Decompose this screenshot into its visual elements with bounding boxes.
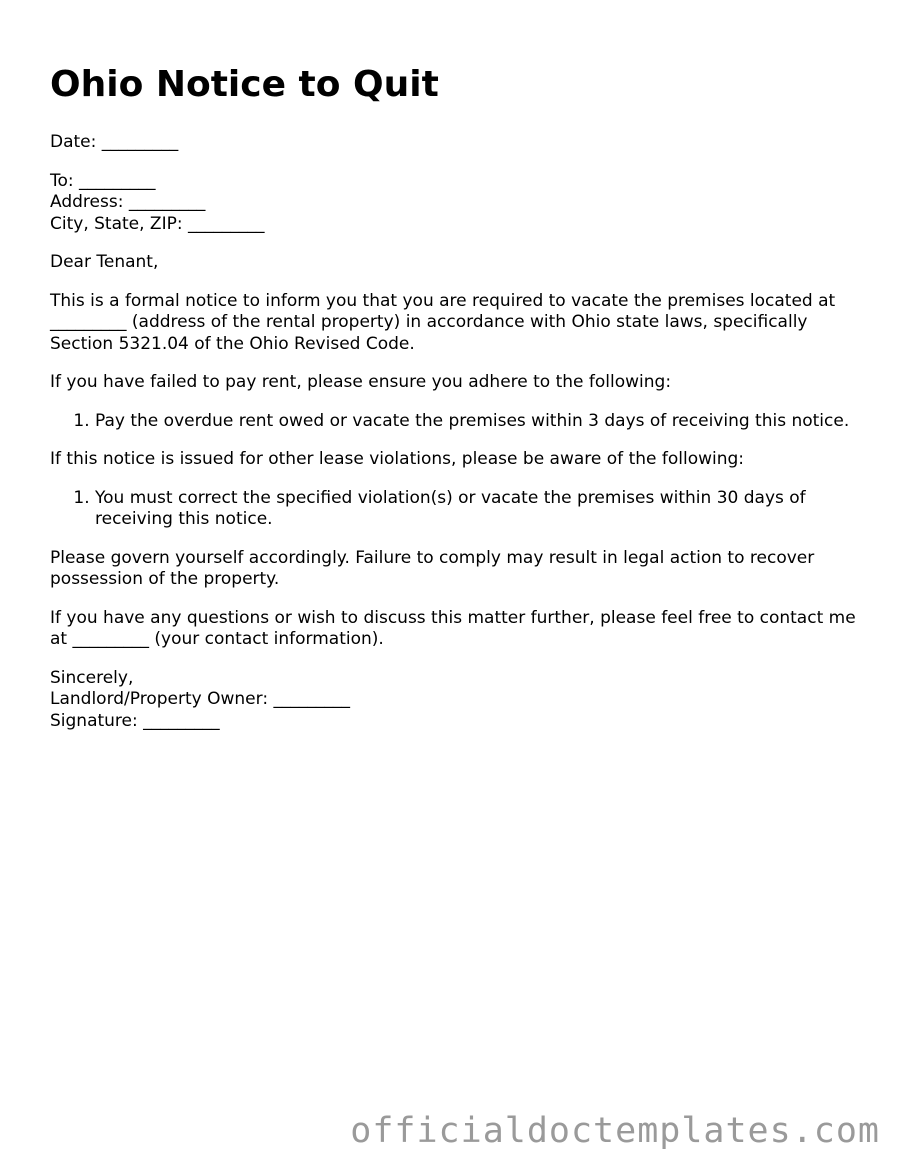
watermark-text: officialdoctemplates.com: [350, 1111, 880, 1151]
violation-list: [50, 488, 870, 531]
violation-list-item: 1. You must correct the specified violation(s) or vacate the premises within 30 days of receiving this notice.: [95, 488, 870, 531]
rent-heading: If you have failed to pay rent, please ensure you adhere to the following:: [50, 372, 672, 392]
contact-paragraph: If you have any questions or wish to discuss this matter further, please feel free to contact me at _________ (your contact information).: [50, 607, 856, 649]
closing-signature: Signature: _________: [50, 710, 220, 731]
warning-paragraph: Please govern yourself accordingly. Failure to comply may result in legal action to recover possession of the property.: [50, 547, 815, 589]
intro-paragraph: This is a formal notice to inform you that you are required to vacate the premises located at _________ (address of the rental property) in accordance with Ohio state laws, specifically Section 5321.04 of the Ohio Revised Code.: [50, 290, 836, 354]
recipient-address: Address: _________: [50, 192, 206, 212]
salutation: Dear Tenant,: [50, 252, 159, 272]
closing-sincerely: Sincerely,: [50, 667, 134, 688]
rent-list-item: 1. Pay the overdue rent owed or vacate the premises within 3 days of receiving this notice.: [95, 411, 870, 433]
violation-heading: If this notice is issued for other lease violations, please be aware of the following:: [50, 449, 745, 469]
closing-block: [50, 668, 870, 733]
document-page: [50, 62, 870, 749]
closing-owner: Landlord/Property Owner: _________: [50, 689, 350, 709]
date-line: Date: _________: [50, 132, 179, 152]
recipient-block: [50, 171, 870, 236]
recipient-to: To: _________: [50, 170, 156, 191]
recipient-city-state-zip: City, State, ZIP: _________: [50, 213, 265, 234]
rent-list: [50, 411, 870, 433]
document-title: Ohio Notice to Quit: [50, 64, 439, 105]
